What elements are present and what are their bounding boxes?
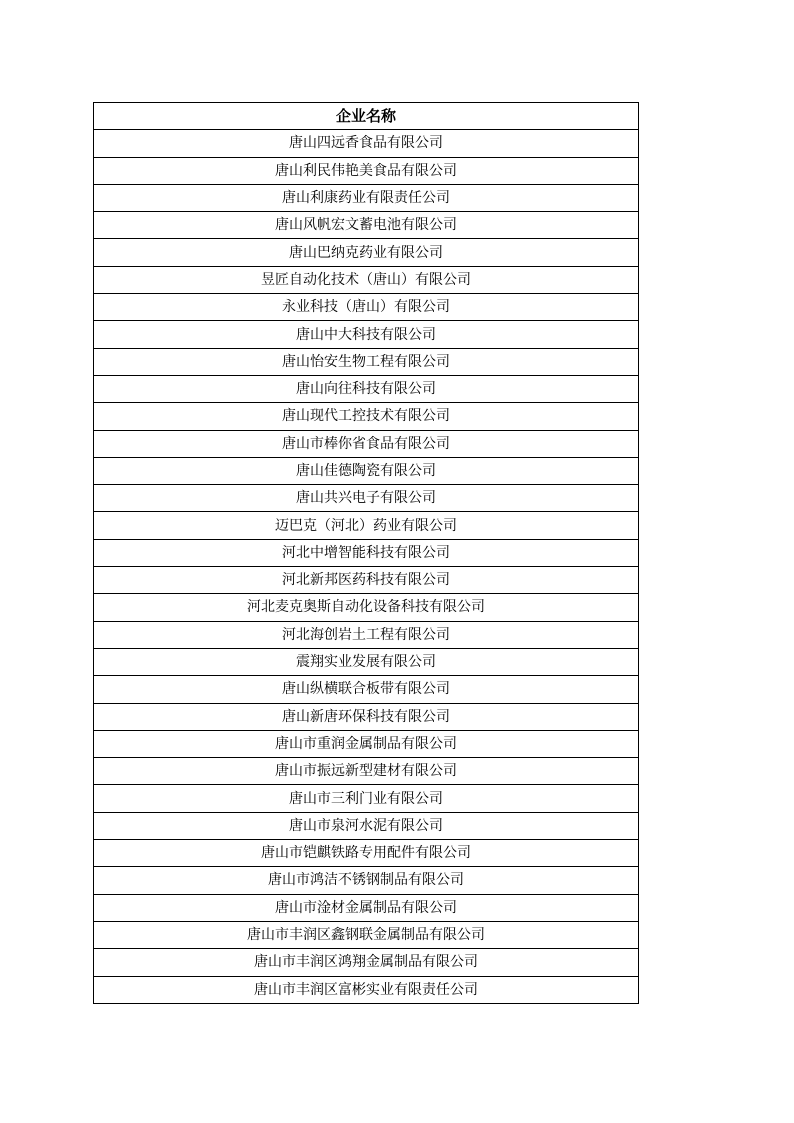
- table-row: [94, 512, 639, 539]
- company-name-cell: 永业科技（唐山）有限公司: [94, 294, 639, 321]
- company-name-cell: 唐山市泉河水泥有限公司: [94, 812, 639, 839]
- table-row: [94, 212, 639, 239]
- table-row: [94, 375, 639, 402]
- table-row: [94, 567, 639, 594]
- table-row: [94, 294, 639, 321]
- company-table: [93, 102, 639, 1004]
- table-row: [94, 403, 639, 430]
- table-row: [94, 812, 639, 839]
- table-row: [94, 594, 639, 621]
- table-row: [94, 648, 639, 675]
- table-row: [94, 321, 639, 348]
- table-row: [94, 676, 639, 703]
- table-row: [94, 130, 639, 157]
- table-row: [94, 266, 639, 293]
- company-name-cell: 唐山市重润金属制品有限公司: [94, 730, 639, 757]
- company-name-cell: 唐山市鸿洁不锈钢制品有限公司: [94, 867, 639, 894]
- company-name-cell: 唐山市淦材金属制品有限公司: [94, 894, 639, 921]
- company-name-cell: 唐山向往科技有限公司: [94, 375, 639, 402]
- company-name-cell: 震翔实业发展有限公司: [94, 648, 639, 675]
- table-row: [94, 621, 639, 648]
- company-name-cell: 唐山现代工控技术有限公司: [94, 403, 639, 430]
- table-row: [94, 157, 639, 184]
- table-row: [94, 949, 639, 976]
- table-row: [94, 921, 639, 948]
- company-name-cell: 河北中增智能科技有限公司: [94, 539, 639, 566]
- company-name-cell: 唐山利民伟艳美食品有限公司: [94, 157, 639, 184]
- company-name-cell: 河北新邦医药科技有限公司: [94, 567, 639, 594]
- table-row: [94, 184, 639, 211]
- table-row: [94, 840, 639, 867]
- table-row: [94, 348, 639, 375]
- company-name-cell: 唐山市振远新型建材有限公司: [94, 758, 639, 785]
- table-row: [94, 894, 639, 921]
- company-name-cell: 河北海创岩土工程有限公司: [94, 621, 639, 648]
- table-row: [94, 867, 639, 894]
- table-row: [94, 703, 639, 730]
- table-row: [94, 758, 639, 785]
- company-name-cell: 唐山市丰润区富彬实业有限责任公司: [94, 976, 639, 1003]
- company-name-cell: 唐山市丰润区鑫钢联金属制品有限公司: [94, 921, 639, 948]
- table-body: [94, 130, 639, 1004]
- company-name-cell: 唐山纵横联合板带有限公司: [94, 676, 639, 703]
- company-name-cell: 唐山市三利门业有限公司: [94, 785, 639, 812]
- company-name-cell: 河北麦克奥斯自动化设备科技有限公司: [94, 594, 639, 621]
- table-row: [94, 485, 639, 512]
- company-name-cell: 唐山市铠麒铁路专用配件有限公司: [94, 840, 639, 867]
- company-name-cell: 唐山新唐环保科技有限公司: [94, 703, 639, 730]
- table-header-row: [94, 103, 639, 130]
- company-name-cell: 唐山市棒你省食品有限公司: [94, 430, 639, 457]
- company-name-cell: 唐山佳德陶瓷有限公司: [94, 457, 639, 484]
- table-row: [94, 730, 639, 757]
- company-name-cell: 唐山利康药业有限责任公司: [94, 184, 639, 211]
- table-row: [94, 239, 639, 266]
- company-name-cell: 迈巴克（河北）药业有限公司: [94, 512, 639, 539]
- company-name-cell: 唐山共兴电子有限公司: [94, 485, 639, 512]
- table-row: [94, 785, 639, 812]
- company-name-cell: 唐山中大科技有限公司: [94, 321, 639, 348]
- table-row: [94, 457, 639, 484]
- table-row: [94, 539, 639, 566]
- company-name-cell: 唐山市丰润区鸿翔金属制品有限公司: [94, 949, 639, 976]
- company-name-cell: 唐山巴纳克药业有限公司: [94, 239, 639, 266]
- table-row: [94, 976, 639, 1003]
- company-name-cell: 昱匠自动化技术（唐山）有限公司: [94, 266, 639, 293]
- company-name-cell: 唐山风帆宏文蓄电池有限公司: [94, 212, 639, 239]
- company-name-cell: 唐山怡安生物工程有限公司: [94, 348, 639, 375]
- table-row: [94, 430, 639, 457]
- column-header-company-name: 企业名称: [94, 103, 639, 130]
- company-name-cell: 唐山四远香食品有限公司: [94, 130, 639, 157]
